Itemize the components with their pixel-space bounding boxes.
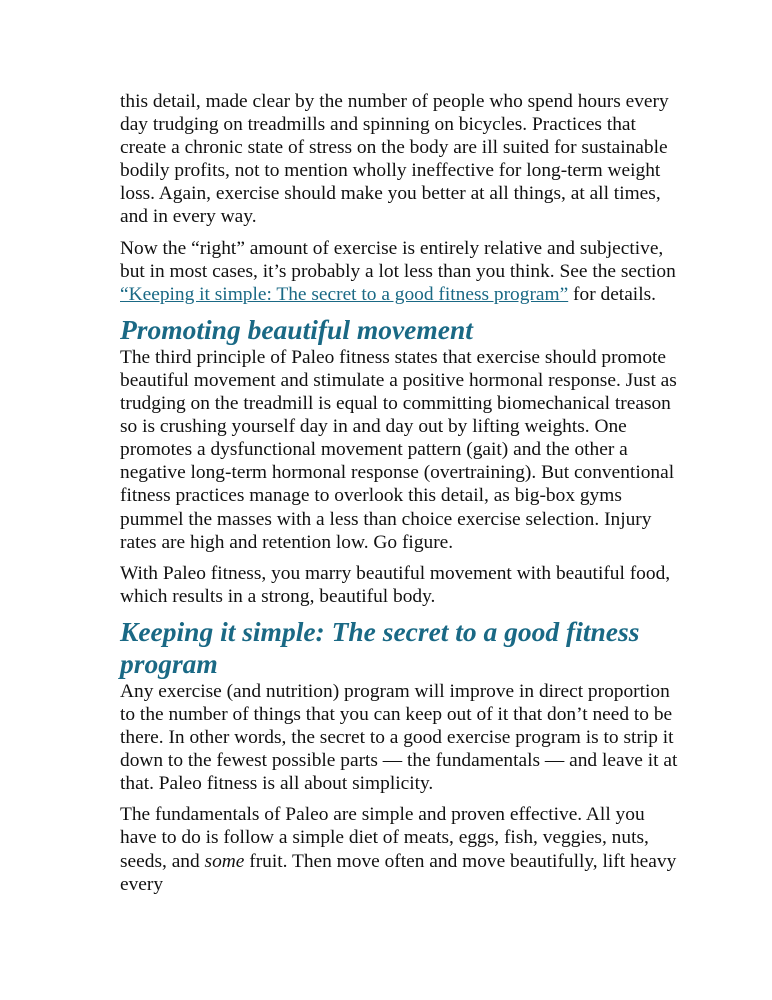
paragraph-third-principle: The third principle of Paleo fitness states that exercise should promote beautiful movement and stimulate a positive hormonal response. Just as trudging on the treadmill is equal to committing biomechanical treason so is crushing yourself day in and day out by lifting weights. One promotes a dysfunctional movement pattern (gait) and the other a negative long-term hormonal response (overtraining). But conventional fitness practices manage to overlook this detail, as big-box gyms pummel the masses with a less than choice exercise selection. Injury rates are high and retention low. Go figure. [120, 346, 677, 553]
paragraph-fundamentals-text: The fundamentals of Paleo are simple and proven effective. All you have to do is follow a simple diet of meats, eggs, fish, veggies, nuts, seeds, and [120, 804, 649, 872]
paragraph-any-exercise-program: Any exercise (and nutrition) program will improve in direct proportion to the number of things that you can keep out of it that don’t need to be there. In other words, the secret to a good exercise program is to strip it down to the fewest possible parts — the fundamentals — and leave it at that. Paleo fitness is all about simplicity. [120, 680, 678, 795]
heading-keeping-it-simple: Keeping it simple: The secret to a good fitness program [120, 615, 640, 679]
paragraph-fundamentals-of-paleo [120, 803, 680, 895]
paragraph-right-amount [120, 237, 680, 306]
section-cross-reference-link[interactable]: “Keeping it simple: The secret to a good fitness program” [120, 283, 569, 305]
document-page [120, 90, 680, 904]
paragraph-treadmill-detail: this detail, made clear by the number of people who spend hours every day trudging on treadmills and spinning on bicycles. Practices that create a chronic state of stress on the body are ill suited for sustainable bodily profits, not to mention wholly ineffective for long-term weight loss. Again, exercise should make you better at all things, at all times, and in every way. [120, 91, 669, 228]
paragraph-fundamentals-tail: fruit. Then move often and move beautifully, lift heavy every [120, 850, 677, 895]
heading-promoting-beautiful-movement: Promoting beautiful movement [120, 313, 473, 345]
paragraph-right-amount-text: Now the “right” amount of exercise is entirely relative and subjective, but in most cases, it’s probably a lot less than you think. See the section [120, 237, 676, 282]
paragraph-paleo-fitness-marry: With Paleo fitness, you marry beautiful movement with beautiful food, which results in a strong, beautiful body. [120, 562, 671, 607]
emphasis-some: some [204, 850, 245, 872]
paragraph-right-amount-tail: for details. [568, 283, 656, 305]
